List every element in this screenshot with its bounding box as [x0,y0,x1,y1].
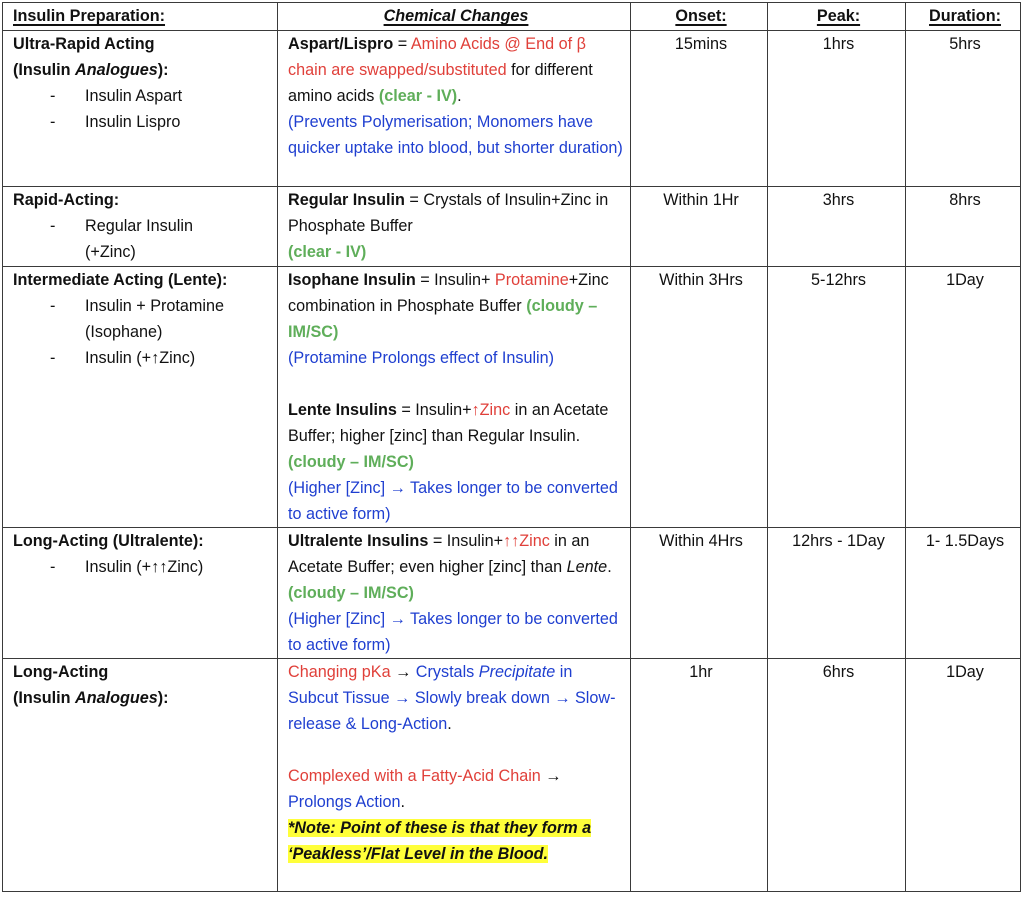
dash-bullet-icon: - [50,558,56,576]
preparation-cell [3,187,278,267]
blue-text: in Subcut Tissue → Slowly break down → Slow-release & Long-Action [288,663,616,733]
chemical-changes-cell [278,267,631,528]
equals-sign: = [396,401,416,419]
insulin-name: Lente Insulins [288,401,397,419]
equals-sign: = [393,35,411,53]
plain-text: +Zinc combination in Phosphate Buffer [288,271,609,315]
preparation-list [13,554,271,580]
insulin-name: Aspart/Lispro [288,35,394,53]
insulin-name: Isophane Insulin [288,271,416,289]
plain-text: Crystals of Insulin+Zinc in Phosphate Buffer [288,191,609,235]
plain-text: Insulin+ [415,401,472,419]
route-badge: (clear - IV) [288,243,367,261]
subtitle-part: (Insulin [13,61,76,79]
list-item-text: Insulin Aspart [85,87,183,105]
preparation-cell [3,528,278,659]
insulin-preparations-table [2,2,1021,892]
onset-cell: 15mins [631,31,768,187]
red-text: Protamine [494,271,569,289]
chemical-changes-text [288,528,624,658]
list-item-text: Insulin + Protamine (Isophane) [85,297,225,341]
duration-cell: 1Day [906,267,1021,528]
preparation-title: Ultra-Rapid Acting [13,35,155,53]
subtitle-part: ): [157,61,169,79]
header-onset: Onset: [675,7,727,25]
pka-text [288,659,624,737]
plain-text: Insulin+ [446,532,504,550]
preparation-title: Long-Acting [13,663,109,681]
onset-cell: Within 1Hr [631,187,768,267]
list-item [13,83,271,109]
list-item [13,109,271,135]
blue-explanation: (Higher [Zinc] → Takes longer to be converted to active form) [288,479,618,523]
plain-text: for different amino acids [288,61,593,105]
plain-text: in an Acetate Buffer; higher [zinc] than Regular Insulin. [288,401,609,445]
isophane-text [288,267,624,371]
header-onset-cell [631,3,768,31]
header-duration-cell [906,3,1021,31]
header-duration: Duration: [929,7,1001,25]
header-peak-cell [768,3,906,31]
dash-bullet-icon: - [50,87,56,105]
route-badge: (cloudy – IM/SC) [288,453,414,471]
highlighted-note: *Note: Point of these is that they form a ‘Peakless’/Flat Level in the Blood. [288,819,592,863]
blue-text: Prolongs Action [288,793,401,811]
dash-bullet-icon: - [50,297,56,315]
equals-sign: = [428,532,447,550]
preparation-cell [3,659,278,892]
peak-cell: 5-12hrs [768,267,906,528]
preparation-subtitle [13,57,271,83]
chemical-changes-cell [278,31,631,187]
chemical-changes-cell [278,528,631,659]
table-row-ultralente [3,528,1021,659]
header-chemical-changes: Chemical Changes [383,7,529,25]
onset-cell: Within 3Hrs [631,267,768,528]
arrow-icon: → [540,767,562,785]
plain-text: . [457,87,462,105]
onset-cell: 1hr [631,659,768,892]
plain-text: . [400,793,405,811]
peak-cell: 12hrs - 1Day [768,528,906,659]
insulin-name: Ultralente Insulins [288,532,429,550]
list-item-text: Insulin (+↑↑Zinc) [85,558,204,576]
table-row-intermediate [3,267,1021,528]
red-text: ↑Zinc [471,401,511,419]
header-row [3,3,1021,31]
blue-italic-text: Precipitate [478,663,556,681]
list-item-text: Insulin (+↑Zinc) [85,349,196,367]
red-text: ↑↑Zinc [503,532,550,550]
italic-text: Lente [566,558,608,576]
paragraph-gap [288,371,624,397]
list-item-text: Insulin Lispro [85,113,181,131]
duration-cell: 1Day [906,659,1021,892]
preparation-list [13,293,271,371]
red-text: Changing pKa [288,663,391,681]
header-peak: Peak: [816,7,861,25]
subtitle-italic: Analogues [75,61,158,79]
subtitle-part: ): [157,689,169,707]
preparation-title: Rapid-Acting: [13,191,120,209]
dash-bullet-icon: - [50,349,56,367]
red-text: Complexed with a Fatty-Acid Chain [288,767,541,785]
chemical-changes-cell [278,659,631,892]
plain-text: . [607,558,612,576]
blue-explanation: (Protamine Prolongs effect of Insulin) [288,349,555,367]
list-item [13,213,271,265]
onset-cell: Within 4Hrs [631,528,768,659]
paragraph-gap [288,737,624,763]
preparation-cell [3,267,278,528]
blue-explanation: (Higher [Zinc] → Takes longer to be converted to active form) [288,610,618,654]
preparation-subtitle [13,685,271,711]
preparation-list [13,83,271,135]
equals-sign: = [404,191,424,209]
peak-cell: 1hrs [768,31,906,187]
preparation-title: Long-Acting (Ultralente): [13,532,204,550]
blue-text: Crystals [415,663,479,681]
peak-cell: 6hrs [768,659,906,892]
list-item [13,345,271,371]
dash-bullet-icon: - [50,217,56,235]
preparation-title: Intermediate Acting (Lente): [13,271,228,289]
list-item [13,554,271,580]
duration-cell: 1- 1.5Days [906,528,1021,659]
plain-text: Insulin+ [434,271,495,289]
dash-bullet-icon: - [50,113,56,131]
duration-cell: 5hrs [906,31,1021,187]
chemical-changes-cell [278,187,631,267]
duration-cell: 8hrs [906,187,1021,267]
subtitle-part: (Insulin [13,689,76,707]
arrow-icon: → [390,663,416,681]
preparation-list [13,213,271,265]
blue-explanation: (Prevents Polymerisation; Monomers have quicker uptake into blood, but shorter duration) [288,113,623,157]
chemical-changes-text [288,31,624,161]
table-row-rapid [3,187,1021,267]
header-preparation-cell [3,3,278,31]
list-item [13,293,271,345]
list-item-text: Regular Insulin (+Zinc) [85,217,193,261]
route-badge: (cloudy – IM/SC) [288,297,598,341]
red-text: Amino Acids @ End of β chain are swapped/substituted [288,35,586,79]
preparation-cell [3,31,278,187]
plain-text: in an Acetate Buffer; even higher [zinc] than [288,532,590,576]
header-chemical-changes-cell [278,3,631,31]
equals-sign: = [415,271,435,289]
table-row-long-acting-analogues [3,659,1021,892]
insulin-name: Regular Insulin [288,191,405,209]
note-text [288,815,624,867]
chemical-changes-text [288,187,624,265]
plain-text: . [447,715,452,733]
table-row-ultra-rapid [3,31,1021,187]
fatty-acid-text [288,763,624,815]
header-preparation: Insulin Preparation: [13,7,166,25]
subtitle-italic: Analogues [75,689,158,707]
peak-cell: 3hrs [768,187,906,267]
lente-text [288,397,624,527]
route-badge: (clear - IV) [378,87,458,105]
route-badge: (cloudy – IM/SC) [288,584,414,602]
